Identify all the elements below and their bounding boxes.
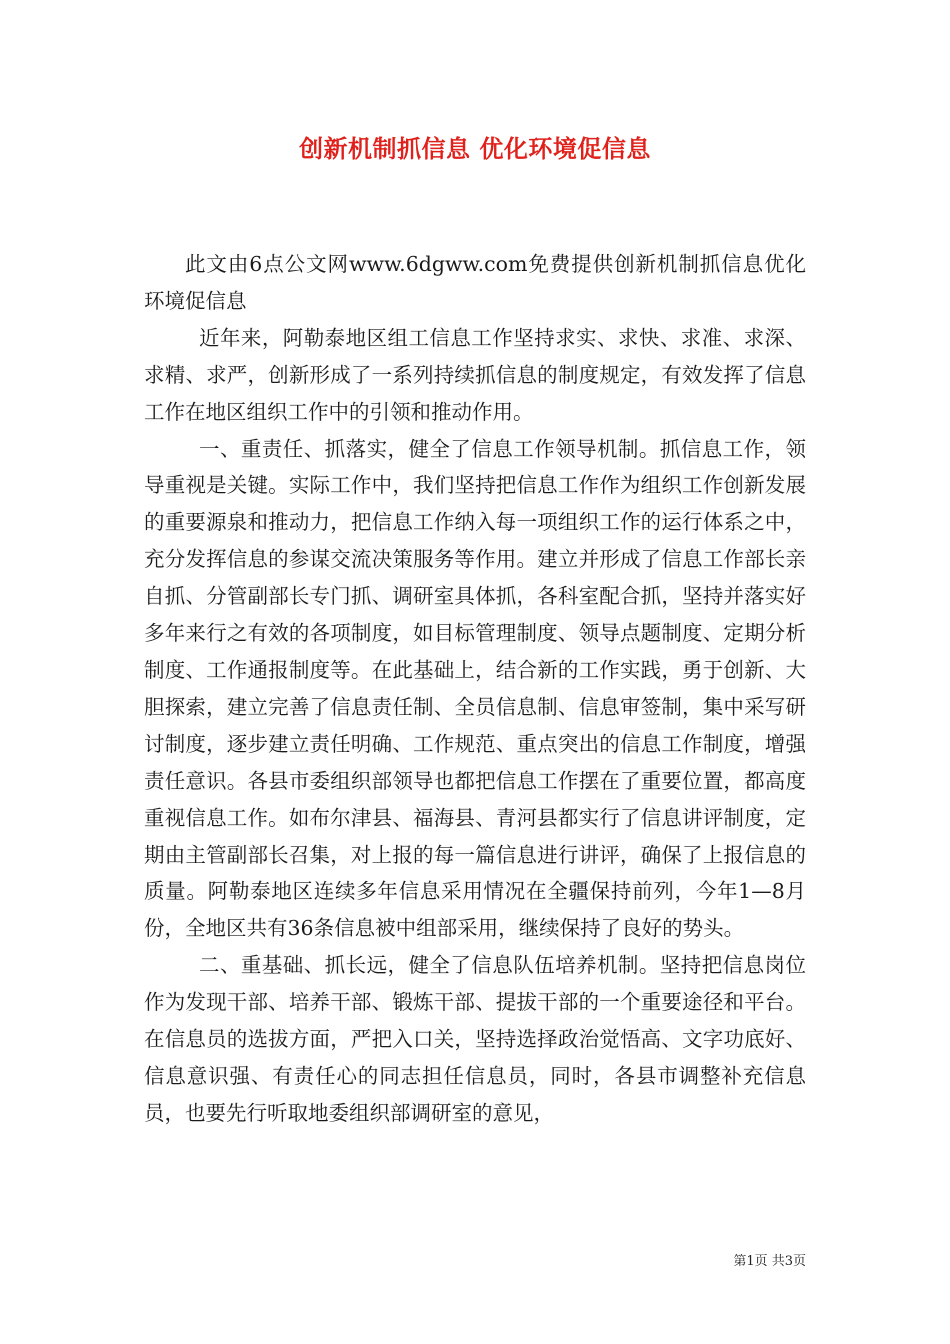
- document-body: [144, 246, 806, 1132]
- paragraph-intro: 近年来，阿勒泰地区组工信息工作坚持求实、求快、求准、求深、求精、求严，创新形成了一系列持续抓信息的制度规定，有效发挥了信息工作在地区组织工作中的引领和推动作用。: [144, 325, 806, 424]
- paragraph-source-note: 此文由6点公文网www.6dgww.com免费提供创新机制抓信息优化环境促信息: [144, 252, 806, 313]
- paragraph-section-one: 一、重责任、抓落实，健全了信息工作领导机制。抓信息工作，领导重视是关键。实际工作中，我们坚持把信息工作作为组织工作创新发展的重要源泉和推动力，把信息工作纳入每一项组织工作的运行体系之中，充分发挥信息的参谋交流决策服务等作用。建立并形成了信息工作部长亲自抓、分管副部长专门抓、调研室具体抓，各科室配合抓，坚持并落实好多年来行之有效的各项制度，如目标管理制度、领导点题制度、定期分析制度、工作通报制度等。在此基础上，结合新的工作实践，勇于创新、大胆探索，建立完善了信息责任制、全员信息制、信息审签制，集中采写研讨制度，逐步建立责任明确、工作规范、重点突出的信息工作制度，增强责任意识。各县市委组织部领导也都把信息工作摆在了重要位置，都高度重视信息工作。如布尔津县、福海县、青河县都实行了信息讲评制度，定期由主管副部长召集，对上报的每一篇信息进行讲评，确保了上报信息的质量。阿勒泰地区连续多年信息采用情况在全疆保持前列，今年1—8月份，全地区共有36条信息被中组部采用，继续保持了良好的势头。: [144, 436, 806, 941]
- document-title: 创新机制抓信息 优化环境促信息: [299, 134, 651, 163]
- paragraph-section-two: 二、重基础、抓长远，健全了信息队伍培养机制。坚持把信息岗位作为发现干部、培养干部、锻炼干部、提拔干部的一个重要途径和平台。在信息员的选拔方面，严把入口关，坚持选择政治觉悟高、文字功底好、信息意识强、有责任心的同志担任信息员，同时，各县市调整补充信息员，也要先行听取地委组织部调研室的意见，: [144, 953, 806, 1125]
- page-number-footer: 第1页 共3页: [733, 1254, 806, 1269]
